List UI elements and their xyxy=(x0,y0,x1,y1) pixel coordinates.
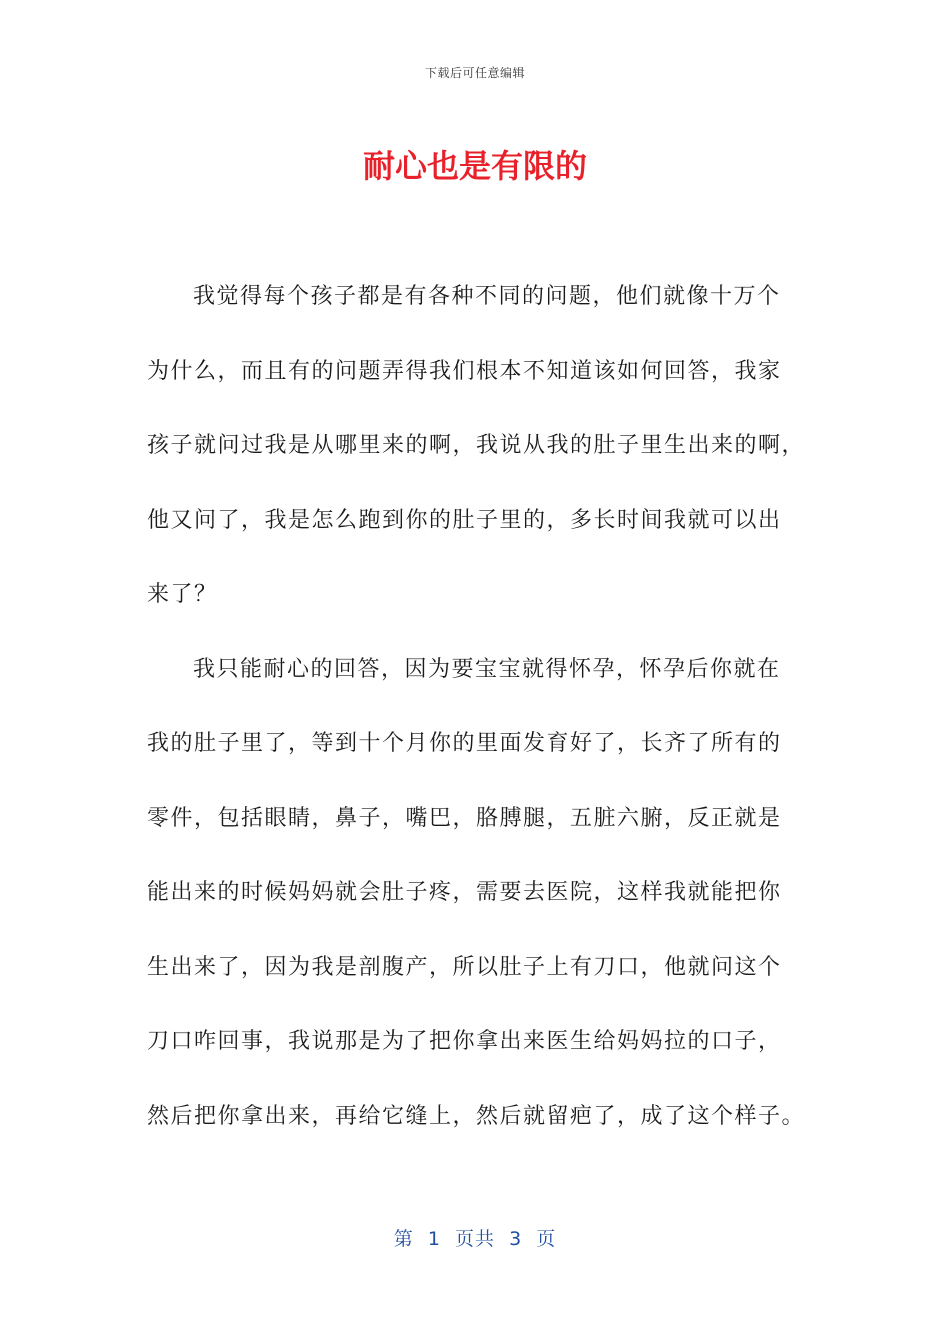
paragraph-line: 零件，包括眼睛，鼻子，嘴巴，胳膊腿，五脏六腑，反正就是 xyxy=(147,805,782,831)
paragraph-1 xyxy=(147,260,807,633)
paragraph-line: 孩子就问过我是从哪里来的啊，我说从我的肚子里生出来的啊， xyxy=(147,433,806,458)
paragraph-line: 然后把你拿出来，再给它缝上，然后就留疤了，成了这个样子。 xyxy=(147,1103,806,1129)
document-title: 耐心也是有限的 xyxy=(362,147,587,185)
paragraph-line: 能出来的时候妈妈就会肚子疼，需要去医院，这样我就能把你 xyxy=(147,880,782,905)
document-body xyxy=(147,260,807,1154)
paragraph-line: 为什么，而且有的问题弄得我们根本不知道该如何回答，我家 xyxy=(147,358,782,384)
paragraph-line: 来了？ xyxy=(147,582,218,607)
paragraph-2 xyxy=(147,633,807,1155)
paragraph-line: 我觉得每个孩子都是有各种不同的问题，他们就像十万个 xyxy=(193,284,781,309)
paragraph-line: 生出来了，因为我是剖腹产，所以肚子上有刀口，他就问这个 xyxy=(147,954,782,980)
paragraph-line: 我只能耐心的回答，因为要宝宝就得怀孕，怀孕后你就在 xyxy=(193,656,781,682)
paragraph-line: 他又问了，我是怎么跑到你的肚子里的，多长时间我就可以出 xyxy=(147,507,782,533)
paragraph-line: 我的肚子里了，等到十个月你的里面发育好了，长齐了所有的 xyxy=(147,731,782,756)
header-note: 下载后可任意编辑 xyxy=(424,66,525,80)
page-number-footer: 第 1 页共 3 页 xyxy=(393,1228,557,1250)
paragraph-line: 刀口咋回事，我说那是为了把你拿出来医生给妈妈拉的口子， xyxy=(147,1029,782,1054)
